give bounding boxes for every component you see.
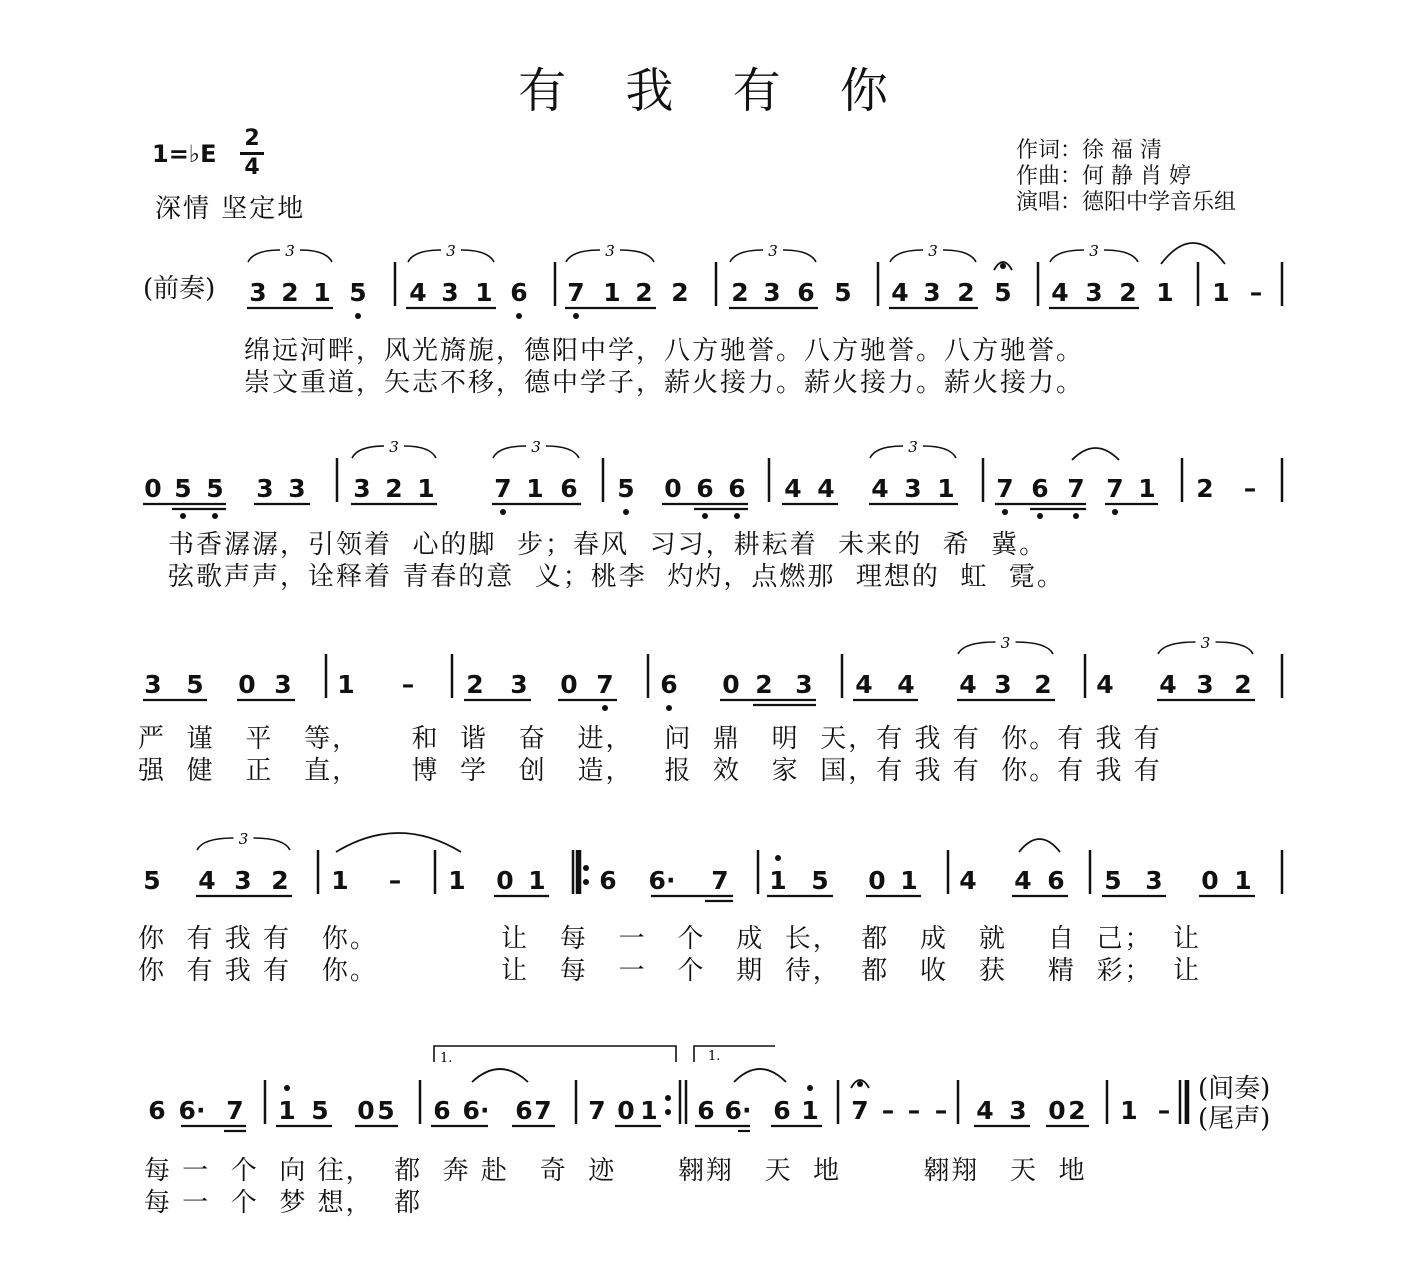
note: 5 [186,670,204,699]
triplet-bracket-right [254,838,291,850]
note: 1 [1212,278,1230,307]
triplet-number: 3 [1000,634,1011,652]
low-octave-dot [1037,513,1043,519]
note: 0 [1201,866,1219,895]
triplet-bracket-right [404,446,436,458]
note: 3 [288,474,306,503]
note: 5 [811,866,829,895]
note: 1 [337,670,355,699]
note: 6 [560,474,578,503]
note: 7 [567,278,585,307]
volta-1-label: 1. [440,1051,453,1066]
note: 5 [1104,866,1122,895]
note: 6· [462,1096,490,1125]
volta-2-bracket [694,1046,775,1062]
slur [1019,839,1060,852]
note: 7 [226,1096,244,1125]
note: 1 [769,866,787,895]
triplet-number: 3 [389,438,399,456]
volta-2-label: 1. [708,1049,721,1064]
triplet-bracket-right [620,250,654,262]
triplet-number: 3 [531,438,541,456]
note: 0 [560,670,578,699]
lyric-row1-verse2: 崇文重道，矢志不移，德中学子，薪火接力。薪火接力。薪火接力。 [244,368,1085,398]
low-octave-dot [702,513,708,519]
triplet-bracket-left [352,446,384,458]
low-octave-dot [1002,509,1008,515]
note: 3 [234,866,252,895]
triplet-number: 3 [446,242,456,260]
volta-1-bracket [434,1046,676,1062]
note: 0 [357,1096,375,1125]
note: 6 [728,474,746,503]
triplet-bracket-left [408,250,441,262]
note: 0 [238,670,256,699]
note: 3 [510,670,528,699]
note: – [934,1096,948,1125]
note: 6 [773,1096,791,1125]
note: 5 [377,1096,395,1125]
note: 6 [515,1096,533,1125]
triplet-bracket-right [783,250,816,262]
lyric-row2-verse1: 书香潺潺，引领着 心的脚 步；春风 习习，耕耘着 未来的 希 冀。 [168,530,1048,560]
note: 4 [871,474,889,503]
note: 4 [959,670,977,699]
slur [1161,243,1225,264]
triplet-bracket-left [566,250,600,262]
note: 3 [1085,278,1103,307]
note: 4 [976,1096,994,1125]
note: 2 [385,474,403,503]
note: 0 [722,670,740,699]
note: 3 [274,670,292,699]
note: 4 [855,670,873,699]
coda-label: (尾声) [1198,1104,1271,1134]
lyricist-credit: 作词：徐 福 清 [1016,138,1162,163]
note: 1 [313,278,331,307]
note: 2 [1196,474,1214,503]
low-octave-dot [573,313,579,319]
interlude-label: (间奏) [1198,1074,1271,1104]
triplet-bracket-left [197,838,234,850]
note: 6 [433,1096,451,1125]
note: 3 [795,670,813,699]
prelude-label: (前奏) [143,274,216,304]
lyric-row5-verse1: 每 一 个 向 往， 都 奔 赴 奇 迹 翱翔 天 地 翱翔 天 地 [144,1156,1087,1186]
note: 3 [353,474,371,503]
singer-credit: 演唱：德阳中学音乐组 [1016,190,1237,215]
repeat-dot [583,865,589,871]
note: 1 [417,474,435,503]
note: 7 [588,1096,606,1125]
note: – [881,1096,895,1125]
note: – [907,1096,921,1125]
note: 1 [528,866,546,895]
note: 4 [1051,278,1069,307]
note: 2 [957,278,975,307]
low-octave-dot [666,705,672,711]
note: 7 [1067,474,1085,503]
note: 1 [1156,278,1174,307]
note: 2 [1034,670,1052,699]
note: 0 [1048,1096,1066,1125]
triplet-number: 3 [908,438,918,456]
low-octave-dot [623,509,629,515]
note: 2 [1068,1096,1086,1125]
note: 1 [448,866,466,895]
high-octave-dot [807,1085,813,1091]
note: 1 [331,866,349,895]
composer-credit: 作曲：何 静 肖 婷 [1016,164,1191,189]
note: 2 [671,278,689,307]
note: 2 [1119,278,1137,307]
note: 6 [697,1096,715,1125]
note: 4 [1096,670,1114,699]
triplet-number: 3 [285,242,295,260]
triplet-number: 3 [238,830,249,848]
note: 1 [603,278,621,307]
triplet-bracket-right [1016,642,1054,654]
note: 5 [174,474,192,503]
note: 4 [959,866,977,895]
triplet-bracket-right [546,446,579,458]
note: 7 [494,474,512,503]
note: 1 [526,474,544,503]
note: 3 [763,278,781,307]
note: 0 [496,866,514,895]
note: 6· [648,866,676,895]
key-signature: 1=♭E [152,140,217,168]
note: 0 [617,1096,635,1125]
note: 3 [1196,670,1214,699]
triplet-bracket-right [943,250,976,262]
note: 5 [311,1096,329,1125]
triplet-bracket-right [1216,642,1254,654]
note: 2 [731,278,749,307]
low-octave-dot [355,313,361,319]
slur [734,1069,786,1082]
fermata-dot [1000,263,1006,269]
note: 7 [711,866,729,895]
fermata-dot [857,1081,863,1087]
low-octave-dot [1073,513,1079,519]
triplet-bracket-left [1050,250,1084,262]
note: 6 [510,278,528,307]
note: 7 [596,670,614,699]
triplet-number: 3 [605,242,615,260]
note: 3 [923,278,941,307]
triplet-bracket-left [1158,642,1196,654]
note: – [1157,1096,1171,1125]
note: 1 [640,1096,658,1125]
note: 2 [635,278,653,307]
note: 5 [143,866,161,895]
note: 3 [994,670,1012,699]
triplet-number: 3 [1089,242,1099,260]
triplet-bracket-right [461,250,494,262]
low-octave-dot [500,509,506,515]
lyric-row5-verse2: 每 一 个 梦 想， 都 [144,1188,423,1218]
end-labels [1198,1074,1270,1134]
note: 1 [1234,866,1252,895]
note: 3 [441,278,459,307]
note: 6· [724,1096,752,1125]
note: 4 [817,474,835,503]
note: 4 [897,670,915,699]
note: 0 [664,474,682,503]
note: 4 [1159,670,1177,699]
triplet-bracket-right [1104,250,1138,262]
note: 7 [534,1096,552,1125]
note: 4 [784,474,802,503]
low-octave-dot [212,513,218,519]
note: 0 [868,866,886,895]
triplet-number: 3 [1200,634,1211,652]
triplet-bracket-left [248,250,280,262]
low-octave-dot [180,513,186,519]
triplet-bracket-right [300,250,332,262]
high-octave-dot [775,855,781,861]
low-octave-dot [734,513,740,519]
high-octave-dot [284,1085,290,1091]
slur [472,1069,528,1082]
slur [336,833,461,852]
lyric-row4-verse1: 你 有 我 有 你。 让 每 一 个 成 长， 都 成 就 自 己； 让 [138,924,1201,954]
triplet-number: 3 [768,242,778,260]
note: 6 [696,474,714,503]
note: 1 [900,866,918,895]
note: 3 [1145,866,1163,895]
note: 5 [206,474,224,503]
tempo-marking: 深情 坚定地 [155,194,306,224]
note: 2 [755,670,773,699]
low-octave-dot [516,313,522,319]
note: – [401,670,415,699]
triplet-bracket-left [493,446,526,458]
note: 3 [1009,1096,1027,1125]
note: 1 [801,1096,819,1125]
low-octave-dot [602,705,608,711]
note: 3 [249,278,267,307]
triplet-bracket-left [730,250,763,262]
triplet-bracket-left [890,250,923,262]
note: 1 [475,278,493,307]
meter-top: 2 [244,126,260,151]
repeat-dot [665,1095,671,1101]
triplet-bracket-left [870,446,903,458]
note: 3 [904,474,922,503]
low-octave-dot [1112,509,1118,515]
lyric-row3-verse2: 强 健 正 直， 博 学 创 造， 报 效 家 国，有 我 有 你。有 我 有 [138,756,1162,786]
lyric-row3-verse1: 严 谨 平 等， 和 谐 奋 进， 问 鼎 明 天，有 我 有 你。有 我 有 [138,724,1162,754]
note: 7 [851,1096,869,1125]
note: 1 [1138,474,1156,503]
note: 6 [148,1096,166,1125]
note: 7 [996,474,1014,503]
slur [1072,448,1119,460]
note: 6 [660,670,678,699]
note: 6· [178,1096,206,1125]
note: 1 [278,1096,296,1125]
lyric-row4-verse2: 你 有 我 有 你。 让 每 一 个 期 待， 都 收 获 精 彩； 让 [138,956,1201,986]
note: 0 [144,474,162,503]
note: 2 [271,866,289,895]
triplet-bracket-right [923,446,956,458]
note: 2 [281,278,299,307]
note: 2 [466,670,484,699]
lyric-row1-verse1: 绵远河畔，风光旖旎，德阳中学，八方驰誉。八方驰誉。八方驰誉。 [244,336,1085,366]
note: 6 [599,866,617,895]
note: 4 [198,866,216,895]
note: 5 [834,278,852,307]
repeat-dot [583,879,589,885]
note: 3 [144,670,162,699]
note: 4 [409,278,427,307]
lyric-row2-verse2: 弦歌声声，诠释着 青春的意 义；桃李 灼灼，点燃那 理想的 虹 霓。 [168,562,1065,592]
note: – [1249,278,1263,307]
note: 1 [937,474,955,503]
note: 4 [1014,866,1032,895]
note: 5 [349,278,367,307]
triplet-number: 3 [928,242,938,260]
note: 6 [797,278,815,307]
song-title: 有 我 有 你 [518,63,910,119]
note: 3 [256,474,274,503]
note: 6 [1031,474,1049,503]
note: 5 [617,474,635,503]
note: 1 [1120,1096,1138,1125]
note: – [1243,474,1257,503]
note: 7 [1106,474,1124,503]
note: – [388,866,402,895]
note: 2 [1234,670,1252,699]
note: 6 [1047,866,1065,895]
triplet-bracket-left [958,642,996,654]
note: 5 [994,278,1012,307]
note: 4 [891,278,909,307]
repeat-dot [665,1109,671,1115]
meter-bottom: 4 [244,155,260,180]
